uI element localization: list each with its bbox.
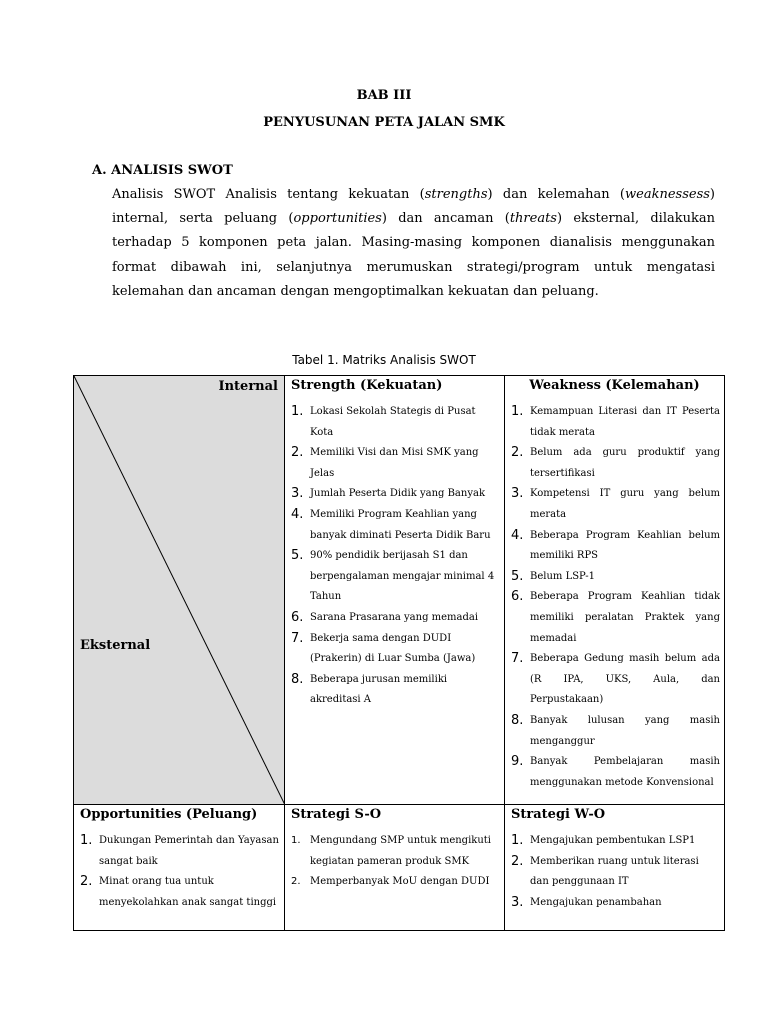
opportunities-header: Opportunities (Peluang) bbox=[80, 807, 258, 822]
para-text: ) internal, serta peluang ( bbox=[112, 187, 715, 227]
strength-cell bbox=[285, 376, 505, 805]
strategi-so-header: Strategi S-O bbox=[291, 807, 382, 822]
item-text: Memperbanyak MoU dengan DUDI bbox=[310, 876, 490, 888]
item-text: 90% pendidik berijasah S1 dan berpengalaman mengajar minimal 4 Tahun bbox=[310, 550, 495, 603]
item-number: 2. bbox=[291, 876, 301, 888]
section-paragraph bbox=[112, 183, 715, 304]
item-number: 5. bbox=[291, 548, 304, 564]
item-text: Kemampuan Literasi dan IT Peserta tidak merata bbox=[530, 406, 720, 438]
list-item bbox=[511, 443, 720, 484]
list-item bbox=[511, 402, 720, 443]
item-number: 1. bbox=[80, 833, 93, 848]
list-item bbox=[80, 831, 280, 872]
item-number: 7. bbox=[291, 630, 304, 646]
para-text: ) dan ancaman ( bbox=[381, 211, 510, 227]
item-number: 4. bbox=[511, 527, 524, 543]
list-item bbox=[291, 831, 500, 872]
list-item bbox=[291, 505, 500, 546]
strategi-wo-list bbox=[505, 827, 724, 913]
item-number: 2. bbox=[80, 874, 93, 890]
item-number: 9. bbox=[511, 754, 524, 770]
item-text: Belum LSP-1 bbox=[530, 570, 595, 582]
chapter-heading: BAB III bbox=[356, 88, 412, 103]
para-term-weaknessess: weaknessess bbox=[625, 187, 710, 202]
strength-list bbox=[285, 398, 504, 711]
list-item bbox=[511, 567, 720, 588]
item-number: 1. bbox=[511, 833, 524, 848]
weakness-header: Weakness (Kelemahan) bbox=[529, 378, 700, 393]
list-item bbox=[511, 587, 720, 649]
item-text: Minat orang tua untuk menyekolahkan anak sangat tinggi bbox=[99, 876, 277, 908]
item-number: 2. bbox=[511, 445, 524, 461]
item-text: Lokasi Sekolah Stategis di Pusat Kota bbox=[310, 406, 476, 438]
item-number: 1. bbox=[511, 404, 524, 419]
item-text: Beberapa Program Keahlian tidak memiliki peralatan Praktek yang memadai bbox=[530, 591, 720, 644]
list-item bbox=[80, 872, 280, 913]
list-item bbox=[511, 526, 720, 567]
list-item bbox=[511, 831, 720, 852]
section-title: A. ANALISIS SWOT bbox=[92, 163, 233, 178]
item-number: 1. bbox=[291, 404, 304, 419]
item-number: 2. bbox=[291, 445, 304, 461]
diagonal-divider bbox=[74, 376, 285, 805]
para-text: ) eksternal, dilakukan terhadap 5 komponen peta jalan. Masing-masing komponen dianalisis menggunakan format dibawah ini, selanjutnya merumuskan strategi/program untuk mengatasi kelemahan dan ancaman dengan mengoptimalkan kekuatan dan peluang. bbox=[112, 211, 715, 299]
item-number: 8. bbox=[511, 712, 524, 728]
item-text: Mengajukan penambahan bbox=[530, 896, 662, 908]
item-number: 6. bbox=[291, 609, 304, 625]
opportunities-cell bbox=[74, 805, 285, 931]
weakness-cell bbox=[505, 376, 725, 805]
list-item bbox=[291, 443, 500, 484]
chapter-title: PENYUSUNAN PETA JALAN SMK bbox=[263, 115, 505, 130]
strategi-so-list bbox=[285, 827, 504, 893]
list-item bbox=[291, 608, 500, 629]
item-text: Bekerja sama dengan DUDI (Prakerin) di Luar Sumba (Jawa) bbox=[310, 632, 476, 665]
item-number: 5. bbox=[511, 568, 524, 584]
item-text: Dukungan Pemerintah dan Yayasan sangat baik bbox=[99, 835, 279, 867]
list-item bbox=[511, 484, 720, 525]
item-text: Kompetensi IT guru yang belum merata bbox=[530, 488, 720, 520]
item-number: 2. bbox=[511, 853, 524, 869]
opportunities-list bbox=[74, 827, 284, 913]
item-text: Memiliki Visi dan Misi SMK yang Jelas bbox=[310, 447, 479, 479]
item-text: Beberapa Gedung masih belum ada (R IPA, UKS, Aula, dan Perpustakaan) bbox=[530, 653, 720, 706]
item-text: Memberikan ruang untuk literasi dan penggunaan IT bbox=[530, 855, 699, 888]
item-text: Jumlah Peserta Didik yang Banyak bbox=[310, 488, 486, 500]
item-text: Banyak lulusan yang masih menganggur bbox=[530, 714, 720, 747]
item-number: 1. bbox=[291, 835, 301, 846]
list-item bbox=[291, 629, 500, 670]
item-number: 3. bbox=[511, 894, 524, 910]
item-number: 8. bbox=[291, 671, 304, 687]
list-item bbox=[291, 670, 500, 711]
item-text: Memiliki Program Keahlian yang banyak diminati Peserta Didik Baru bbox=[310, 508, 491, 541]
item-text: Banyak Pembelajaran masih menggunakan metode Konvensional bbox=[530, 756, 720, 788]
para-term-strengths: strengths bbox=[424, 187, 488, 202]
item-number: 7. bbox=[511, 651, 524, 667]
strength-header: Strength (Kekuatan) bbox=[291, 378, 443, 393]
matrix-corner-cell bbox=[74, 376, 285, 805]
list-item bbox=[291, 402, 500, 443]
list-item bbox=[511, 852, 720, 893]
table-caption: Tabel 1. Matriks Analisis SWOT bbox=[292, 353, 476, 367]
item-number: 6. bbox=[511, 589, 524, 605]
para-text: ) dan kelemahan ( bbox=[487, 187, 626, 202]
item-text: Belum ada guru produktif yang tersertifikasi bbox=[530, 447, 720, 479]
item-number: 4. bbox=[291, 506, 304, 522]
list-item bbox=[511, 893, 720, 914]
para-term-threats: threats bbox=[509, 211, 557, 227]
strategi-wo-cell bbox=[505, 805, 725, 931]
swot-matrix-table bbox=[73, 375, 725, 931]
item-text: Mengajukan pembentukan LSP1 bbox=[530, 835, 696, 846]
strategi-so-cell bbox=[285, 805, 505, 931]
list-item bbox=[291, 872, 500, 893]
internal-label: Internal bbox=[218, 379, 278, 394]
weakness-list bbox=[505, 398, 724, 793]
item-text: Mengundang SMP untuk mengikuti kegiatan pameran produk SMK bbox=[310, 835, 491, 867]
item-number: 3. bbox=[291, 486, 304, 502]
para-term-opportunities: opportunities bbox=[293, 211, 382, 227]
item-number: 3. bbox=[511, 486, 524, 502]
item-text: Beberapa Program Keahlian belum memiliki RPS bbox=[530, 529, 720, 562]
item-text: Beberapa jurusan memiliki akreditasi A bbox=[310, 673, 448, 706]
list-item bbox=[511, 752, 720, 793]
list-item bbox=[291, 546, 500, 608]
list-item bbox=[291, 484, 500, 505]
para-text: Analisis SWOT Analisis tentang kekuatan ( bbox=[112, 187, 425, 202]
list-item bbox=[511, 649, 720, 711]
list-item bbox=[511, 711, 720, 752]
item-text: Sarana Prasarana yang memadai bbox=[310, 611, 479, 623]
strategi-wo-header: Strategi W-O bbox=[511, 807, 606, 822]
eksternal-label: Eksternal bbox=[80, 638, 151, 653]
